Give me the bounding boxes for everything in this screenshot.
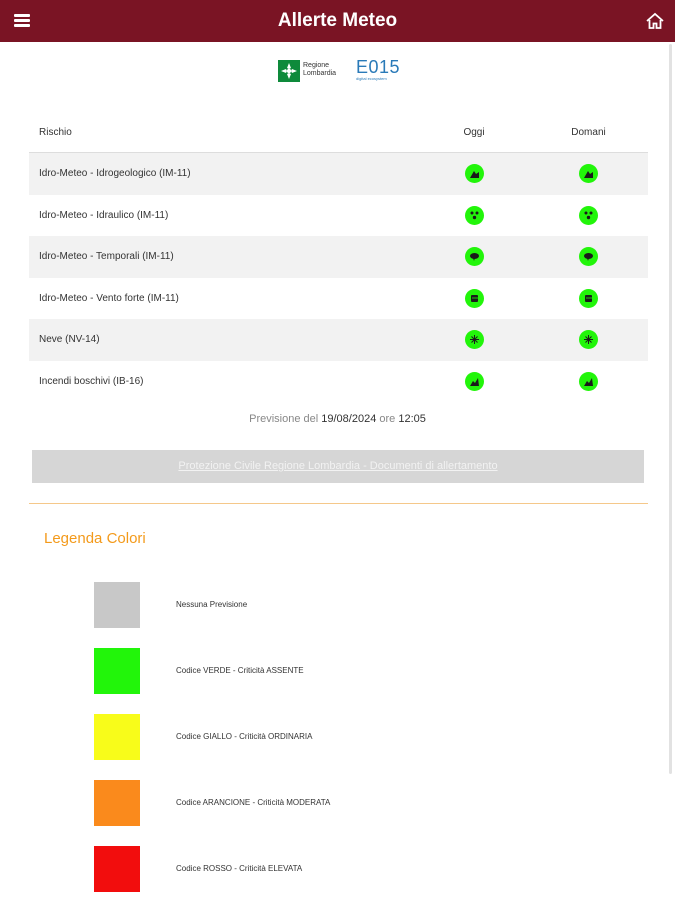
section-divider bbox=[29, 503, 648, 504]
column-header-oggi: Oggi bbox=[419, 113, 529, 153]
legend-label: Nessuna Previsione bbox=[176, 600, 248, 609]
today-status-cell bbox=[419, 319, 529, 361]
legend-item bbox=[94, 648, 594, 694]
legend-item bbox=[94, 780, 594, 826]
e015-logo bbox=[356, 58, 408, 86]
forecast-time-prefix: ore bbox=[379, 413, 396, 425]
tomorrow-status-cell bbox=[529, 278, 648, 320]
table-row bbox=[29, 195, 648, 237]
table-row bbox=[29, 153, 648, 195]
table-header-row bbox=[29, 113, 648, 153]
top-app-bar bbox=[0, 0, 675, 42]
today-status-cell bbox=[419, 153, 529, 195]
storm-icon[interactable] bbox=[579, 247, 598, 266]
landslide-icon[interactable] bbox=[465, 164, 484, 183]
legend-item bbox=[94, 582, 594, 628]
tomorrow-status-cell bbox=[529, 361, 648, 403]
legend-label: Codice ROSSO - Criticità ELEVATA bbox=[176, 864, 303, 873]
legend-color-swatch bbox=[94, 648, 140, 694]
documents-link-button[interactable]: Protezione Civile Regione Lombardia - Documenti di allertamento bbox=[32, 450, 644, 483]
forecast-timestamp bbox=[0, 413, 675, 425]
snow-icon[interactable] bbox=[465, 330, 484, 349]
fire-icon[interactable] bbox=[579, 372, 598, 391]
tomorrow-status-cell bbox=[529, 319, 648, 361]
forecast-prefix: Previsione del bbox=[249, 413, 319, 425]
risk-label: Incendi boschivi (IB-16) bbox=[39, 375, 144, 387]
today-status-cell bbox=[419, 361, 529, 403]
column-header-domani: Domani bbox=[529, 113, 648, 153]
today-status-cell bbox=[419, 278, 529, 320]
legend-color-swatch bbox=[94, 846, 140, 892]
legend-color-swatch bbox=[94, 582, 140, 628]
wind-icon[interactable] bbox=[465, 289, 484, 308]
landslide-icon[interactable] bbox=[579, 164, 598, 183]
risk-label: Idro-Meteo - Idrogeologico (IM-11) bbox=[29, 153, 419, 195]
legend-color-swatch bbox=[94, 714, 140, 760]
legend-label: Codice GIALLO - Criticità ORDINARIA bbox=[176, 732, 313, 741]
forecast-time: 12:05 bbox=[398, 413, 426, 425]
risk-label: Idro-Meteo - Idraulico (IM-11) bbox=[39, 209, 169, 221]
scrollbar[interactable] bbox=[669, 44, 672, 774]
legend-item bbox=[94, 714, 594, 760]
e015-tagline: digital ecosystem bbox=[356, 76, 387, 81]
storm-icon[interactable] bbox=[465, 247, 484, 266]
fire-icon[interactable] bbox=[465, 372, 484, 391]
tomorrow-status-cell bbox=[529, 236, 648, 278]
page-title: Allerte Meteo bbox=[277, 10, 398, 31]
flood-icon[interactable] bbox=[465, 206, 484, 225]
regione-lombardia-logo bbox=[278, 60, 350, 84]
partner-logos bbox=[278, 58, 408, 86]
tomorrow-status-cell bbox=[529, 153, 648, 195]
table-row bbox=[29, 361, 648, 403]
column-header-rischio: Rischio bbox=[29, 113, 419, 153]
tomorrow-status-cell bbox=[529, 195, 648, 237]
home-icon[interactable] bbox=[645, 11, 665, 31]
table-row bbox=[29, 236, 648, 278]
risk-label: Neve (NV-14) bbox=[29, 319, 419, 361]
legend-color-swatch bbox=[94, 780, 140, 826]
risk-label: Idro-Meteo - Temporali (IM-11) bbox=[29, 236, 419, 278]
legend-label: Codice VERDE - Criticità ASSENTE bbox=[176, 666, 304, 675]
wind-icon[interactable] bbox=[579, 289, 598, 308]
today-status-cell bbox=[419, 236, 529, 278]
risk-label: Idro-Meteo - Vento forte (IM-11) bbox=[39, 292, 179, 304]
regione-lombardia-text: Regione Lombardia bbox=[303, 62, 337, 77]
legend-label: Codice ARANCIONE - Criticità MODERATA bbox=[176, 798, 331, 807]
regione-lombardia-mark bbox=[278, 60, 300, 82]
legend-item bbox=[94, 846, 594, 892]
table-row bbox=[29, 278, 648, 320]
e015-wordmark: E015 bbox=[356, 57, 401, 77]
forecast-date: 19/08/2024 bbox=[321, 413, 377, 425]
table-row bbox=[29, 319, 648, 361]
flood-icon[interactable] bbox=[579, 206, 598, 225]
alerts-table bbox=[29, 113, 648, 402]
snow-icon[interactable] bbox=[579, 330, 598, 349]
today-status-cell bbox=[419, 195, 529, 237]
legend-title: Legenda Colori bbox=[44, 530, 146, 547]
